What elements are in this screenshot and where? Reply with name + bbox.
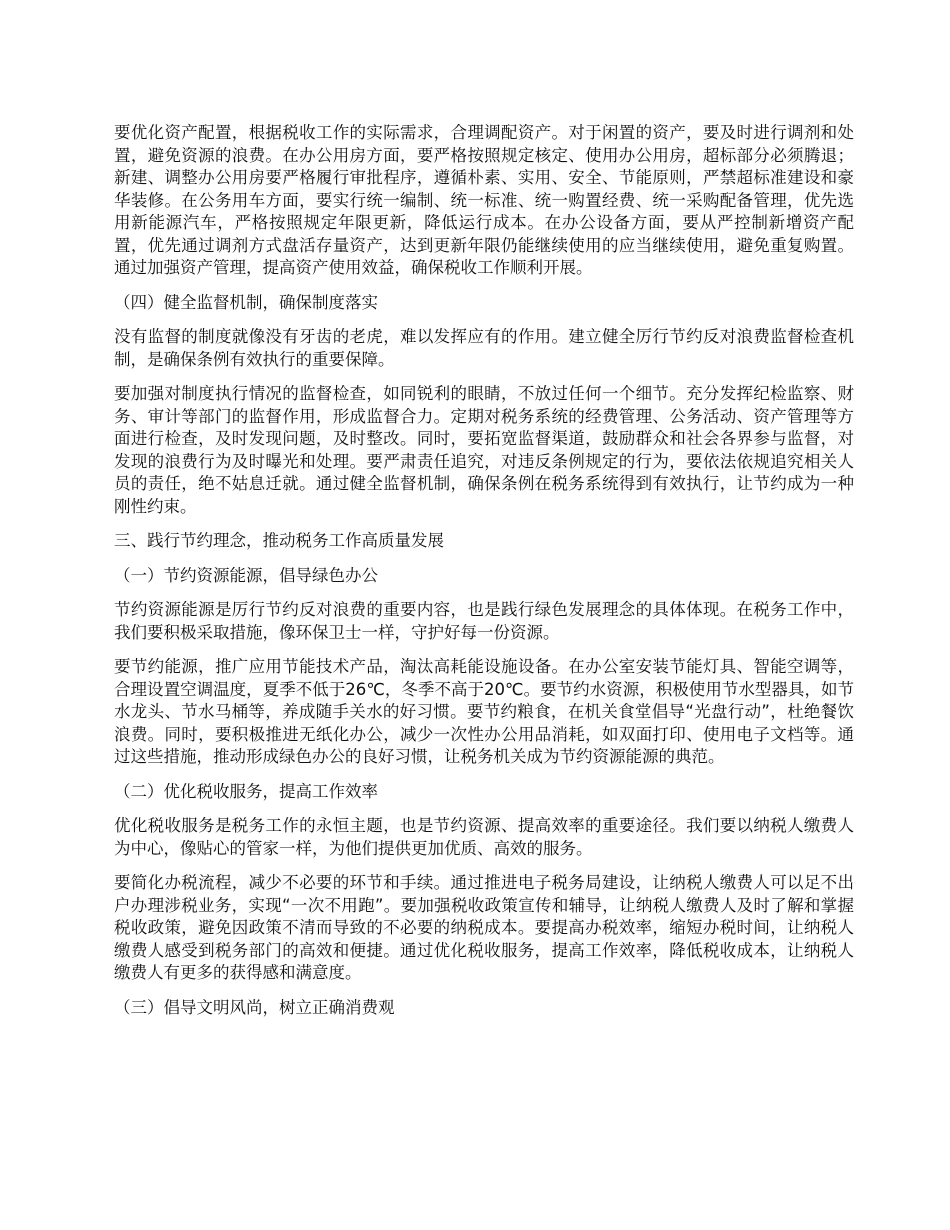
section-heading-supervision: （四）健全监督机制，确保制度落实: [114, 292, 378, 312]
paragraph-green-office-details: 要节约能源，推广应用节能技术产品，淘汰高耗能设施设备。在办公室安装节能灯具、智能空调等，合理设置空调温度，夏季不低于26℃，冬季不高于20℃。要节约水资源，积极使用节水型器具，如节水龙头、节水马桶等，养成随手关水的好习惯。要节约粮食，在机关食堂倡导“光盘行动”，杜绝餐饮浪费。同时，要积极推进无纸化办公，减少一次性办公用品消耗，如双面打印、使用电子文档等。通过这些措施，推动形成绿色办公的良好习惯，让税务机关成为节约资源能源的典范。: [114, 657, 854, 766]
paragraph-asset-allocation: 要优化资产配置，根据税收工作的实际需求，合理调配资产。对于闲置的资产，要及时进行调剂和处置，避免资源的浪费。在办公用房方面，要严格按照规定核定、使用办公用房，超标部分必须腾退；新建、调整办公用房要严格履行审批程序，遵循朴素、实用、安全、节能原则，严禁超标准建设和豪华装修。在公务用车方面，要实行统一编制、统一标准、统一购置经费、统一采购配备管理，优先选用新能源汽车，严格按照规定年限更新，降低运行成本。在办公设备方面，要从严控制新增资产配置，优先通过调剂方式盘活存量资产，达到更新年限仍能继续使用的应当继续使用，避免重复购置。通过加强资产管理，提高资产使用效益，确保税收工作顺利开展。: [114, 123, 854, 277]
paragraph-green-office-intro: 节约资源能源是厉行节约反对浪费的重要内容，也是践行绿色发展理念的具体体现。在税务工作中，我们要积极采取措施，像环保卫士一样，守护好每一份资源。: [114, 600, 854, 642]
paragraph-tax-service-details: 要简化办税流程，减少不必要的环节和手续。通过推进电子税务局建设，让纳税人缴费人可以足不出户办理涉税业务，实现“一次不用跑”。要加强税收政策宣传和辅导，让纳税人缴费人及时了解和掌握税收政策，避免因政策不清而导致的不必要的纳税成本。要提高办税效率，缩短办税时间，让纳税人缴费人感受到税务部门的高效和便捷。通过优化税收服务，提高工作效率，降低税收成本，让纳税人缴费人有更多的获得感和满意度。: [114, 873, 854, 982]
chapter-heading-practice-saving: 三、践行节约理念，推动税务工作高质量发展: [114, 531, 444, 550]
paragraph-tax-service-intro: 优化税收服务是税务工作的永恒主题，也是节约资源、提高效率的重要途径。我们要以纳税人缴费人为中心，像贴心的管家一样，为他们提供更加优质、高效的服务。: [114, 816, 854, 858]
paragraph-supervision-details: 要加强对制度执行情况的监督检查，如同锐利的眼睛，不放过任何一个细节。充分发挥纪检监察、财务、审计等部门的监督作用，形成监督合力。定期对税务系统的经费管理、公务活动、资产管理等方面进行检查，及时发现问题，及时整改。同时，要拓宽监督渠道，鼓励群众和社会各界参与监督，对发现的浪费行为及时曝光和处理。要严肃责任追究，对违反条例规定的行为，要依法依规追究相关人员的责任，绝不姑息迁就。通过健全监督机制，确保条例在税务系统得到有效执行，让节约成为一种刚性约束。: [114, 384, 854, 516]
section-heading-green-office: （一）节约资源能源，倡导绿色办公: [114, 565, 378, 585]
section-heading-civilized-consumption: （三）倡导文明风尚，树立正确消费观: [114, 997, 395, 1017]
document-page: [114, 122, 854, 1031]
paragraph-supervision-intro: 没有监督的制度就像没有牙齿的老虎，难以发挥应有的作用。建立健全厉行节约反对浪费监督检查机制，是确保条例有效执行的重要保障。: [114, 327, 854, 369]
section-heading-tax-service: （二）优化税收服务，提高工作效率: [114, 781, 378, 801]
